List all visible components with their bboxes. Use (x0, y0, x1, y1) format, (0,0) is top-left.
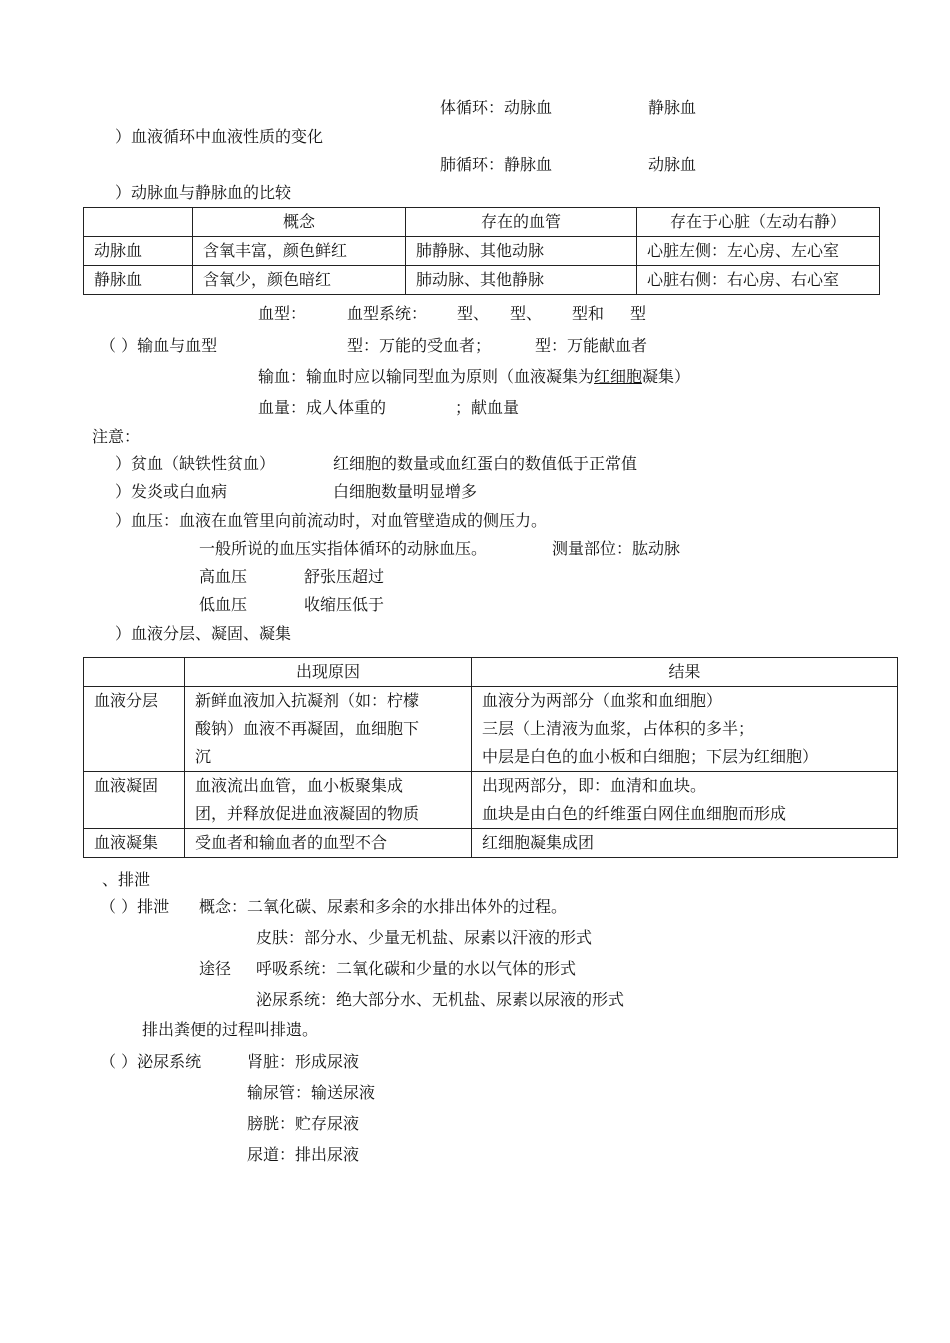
systemic-circulation-end: 静脉血 (648, 98, 697, 117)
table-header-row (84, 208, 880, 237)
heading-urinary-system: （ ）泌尿系统 (100, 1052, 202, 1071)
table-cell: 静脉血 (84, 266, 193, 295)
pulmonary-circulation-end: 动脉血 (648, 155, 697, 174)
heading-blood-change: ）血液循环中血液性质的变化 (115, 127, 324, 146)
table-cell: 肺动脉、其他静脉 (406, 266, 637, 295)
blood-type-a: 型、 (457, 304, 490, 323)
cell-line: 中层是白色的血小板和白细胞；下层为红细胞） (482, 747, 819, 766)
table-cell (84, 208, 193, 237)
blood-type-b: 型、 (510, 304, 543, 323)
note-low-pressure: 低血压 (199, 595, 248, 614)
blood-type-system: 血型系统： (347, 304, 428, 323)
heading-transfusion: （ ）输血与血型 (100, 336, 218, 355)
note-high-pressure-desc: 舒张压超过 (304, 567, 385, 586)
cell-line: 酸钠）血液不再凝固，血细胞下 (195, 719, 420, 738)
cell-line: 新鲜血液加入抗凝剂（如：柠檬 (195, 691, 420, 710)
excretion-urinary: 泌尿系统：绝大部分水、无机盐、尿素以尿液的形式 (256, 990, 625, 1009)
cell-line: 血液流出血管，血小板聚集成 (195, 776, 404, 795)
excretion-skin: 皮肤：部分水、少量无机盐、尿素以汗液的形式 (256, 928, 593, 947)
excretion-concept: 概念：二氧化碳、尿素和多余的水排出体外的过程。 (199, 897, 568, 916)
egestion: 排出粪便的过程叫排遗。 (142, 1020, 319, 1039)
table-header: 结果 (472, 658, 898, 687)
note-low-pressure-desc: 收缩压低于 (304, 595, 385, 614)
blood-layering-table (83, 657, 898, 858)
table-cell (185, 829, 472, 858)
table-cell: 血液凝集 (84, 829, 185, 858)
cell-line: 血块是由白色的纤维蛋白网住血细胞而形成 (482, 804, 787, 823)
table-row (84, 772, 898, 829)
excretion-path: 途径 (199, 959, 232, 978)
transfusion-rule-pre: 输血：输血时应以输同型血为原则（血液凝集为 (258, 367, 595, 386)
table-cell: 血液凝固 (84, 772, 185, 829)
blood-comparison-table (83, 207, 880, 295)
excretion-respiratory: 呼吸系统：二氧化碳和少量的水以气体的形式 (256, 959, 577, 978)
table-header: 概念 (193, 208, 406, 237)
blood-donation-volume: ；献血量 (455, 398, 520, 417)
note-anemia: ）贫血（缺铁性贫血） (115, 454, 276, 473)
cell-line: 沉 (195, 747, 212, 766)
transfusion-rule-underlined: 红细胞 (594, 367, 643, 386)
pulmonary-circulation: 肺循环：静脉血 (440, 155, 553, 174)
cell-line: 受血者和输血者的血型不合 (195, 833, 388, 852)
urinary-ureter: 输尿管：输送尿液 (247, 1083, 376, 1102)
cell-line: 红细胞凝集成团 (482, 833, 595, 852)
systemic-circulation: 体循环：动脉血 (440, 98, 553, 117)
cell-line: 团，并释放促进血液凝固的物质 (195, 804, 420, 823)
urinary-bladder: 膀胱：贮存尿液 (247, 1114, 360, 1133)
note-anemia-desc: 红细胞的数量或血红蛋白的数值低于正常值 (333, 454, 638, 473)
heading-blood-compare: ）动脉血与静脉血的比较 (115, 183, 292, 202)
blood-type-o: 型 (630, 304, 647, 323)
table-cell: 心脏左侧：左心房、左心室 (637, 237, 880, 266)
note-inflammation-desc: 白细胞数量明显增多 (333, 482, 478, 501)
table-cell (185, 772, 472, 829)
table-cell: 动脉血 (84, 237, 193, 266)
table-cell (472, 772, 898, 829)
cell-line: 出现两部分，即：血清和血块。 (482, 776, 707, 795)
note-inflammation: ）发炎或白血病 (115, 482, 228, 501)
urinary-kidney: 肾脏：形成尿液 (247, 1052, 360, 1071)
table-header-row (84, 658, 898, 687)
table-cell (472, 687, 898, 772)
table-header: 存在的血管 (406, 208, 637, 237)
table-cell: 含氧丰富，颜色鲜红 (193, 237, 406, 266)
table-row (84, 829, 898, 858)
cell-line: 血液分为两部分（血浆和血细胞） (482, 691, 723, 710)
blood-type-label: 血型： (258, 304, 307, 323)
universal-recipient: 型：万能的受血者； (347, 336, 492, 355)
blood-type-ab: 型和 (572, 304, 605, 323)
table-cell (84, 658, 185, 687)
blood-volume: 血量：成人体重的 (258, 398, 387, 417)
table-cell: 肺静脉、其他动脉 (406, 237, 637, 266)
table-row (84, 237, 880, 266)
table-header: 存在于心脏（左动右静） (637, 208, 880, 237)
transfusion-rule-post: 凝集） (642, 367, 691, 386)
table-cell: 血液分层 (84, 687, 185, 772)
excretion-label: （ ）排泄 (100, 897, 170, 916)
table-cell (185, 687, 472, 772)
note-blood-pressure: ）血压：血液在血管里向前流动时，对血管壁造成的侧压力。 (115, 511, 548, 530)
cell-line: 三层（上清液为血浆，占体积的多半； (482, 719, 755, 738)
table-cell (472, 829, 898, 858)
heading-excretion: 、排泄 (102, 870, 151, 889)
table-cell: 心脏右侧：右心房、右心室 (637, 266, 880, 295)
transfusion-rule (258, 367, 690, 387)
note-pressure-site: 测量部位：肱动脉 (552, 539, 681, 558)
table-row (84, 687, 898, 772)
table-header: 出现原因 (185, 658, 472, 687)
table-row (84, 266, 880, 295)
table-cell: 含氧少，颜色暗红 (193, 266, 406, 295)
notes-title: 注意： (92, 427, 141, 446)
note-pressure-desc: 一般所说的血压实指体循环的动脉血压。 (199, 539, 488, 558)
note-high-pressure: 高血压 (199, 567, 248, 586)
universal-donor: 型：万能献血者 (535, 336, 648, 355)
note-blood-layering: ）血液分层、凝固、凝集 (115, 624, 292, 643)
urinary-urethra: 尿道：排出尿液 (247, 1145, 360, 1164)
